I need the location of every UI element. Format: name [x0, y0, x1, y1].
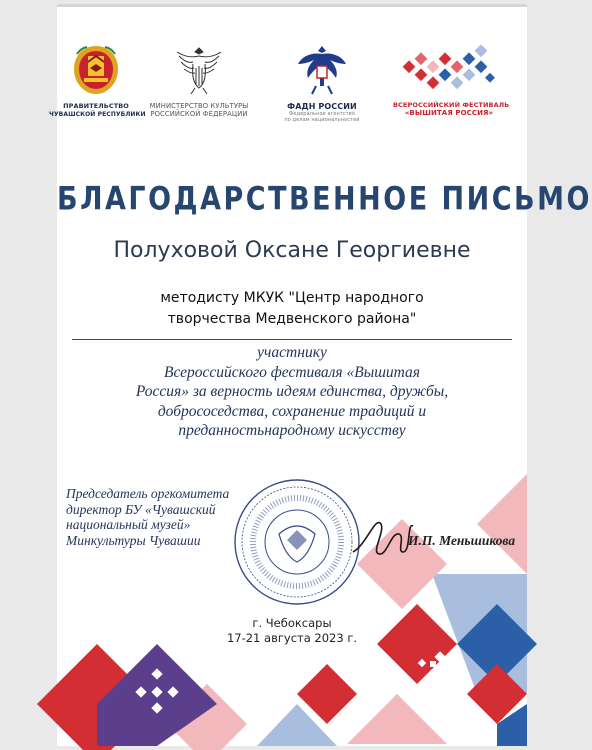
logo-caption-line: ФАДН РОССИИ — [287, 102, 357, 111]
body-line: Всероссийского фестиваля «Вышитая — [164, 363, 420, 381]
dates: 17-21 августа 2023 г. — [226, 631, 358, 645]
signer-name: И.П. Меньшикова — [408, 533, 516, 548]
chairman-title — [66, 486, 266, 548]
body-line: преданностьнародному искусству — [178, 422, 406, 439]
logo-caption-line: по делам национальностей — [284, 116, 360, 123]
letter-sheet — [49, 4, 592, 746]
letter-title: БЛАГОДАРСТВЕННОЕ ПИСЬМО — [57, 181, 592, 218]
body-line: добрососедства, сохранение традиций и — [157, 402, 427, 420]
chair-line: Председатель оргкомитета — [66, 486, 230, 501]
logo-caption-line: ВСЕРОССИЙСКИЙ ФЕСТИВАЛЬ — [393, 101, 510, 109]
logo-caption-line: РОССИЙСКОЙ ФЕДЕРАЦИИ — [150, 109, 248, 118]
chair-line: директор БУ «Чувашский — [66, 501, 216, 517]
body-line: Россия» за верность идеям единства, дружбы, — [135, 383, 449, 400]
logo-caption-line: «ВЫШИТАЯ РОССИЯ» — [404, 109, 494, 117]
logo-caption-line: МИНИСТЕРСТВО КУЛЬТУРЫ — [149, 102, 249, 110]
body-line: участнику — [257, 344, 327, 361]
chair-line: национальный музей» — [66, 517, 191, 532]
place-and-date — [197, 616, 387, 646]
city: г. Чебоксары — [252, 616, 332, 630]
role-line: методисту МКУК "Центр народного — [160, 290, 424, 306]
recipient-name: Полуховой Оксане Георгиевне — [113, 238, 471, 263]
logo-caption-line: ЧУВАШСКОЙ РЕСПУБЛИКИ — [49, 110, 146, 118]
role-line: творчества Медвенского района" — [167, 311, 417, 327]
chair-line: Минкультуры Чувашии — [66, 532, 201, 548]
logo-caption-line: ПРАВИТЕЛЬСТВО — [63, 102, 129, 110]
logo-caption-line: Федеральное агентство — [288, 110, 355, 117]
